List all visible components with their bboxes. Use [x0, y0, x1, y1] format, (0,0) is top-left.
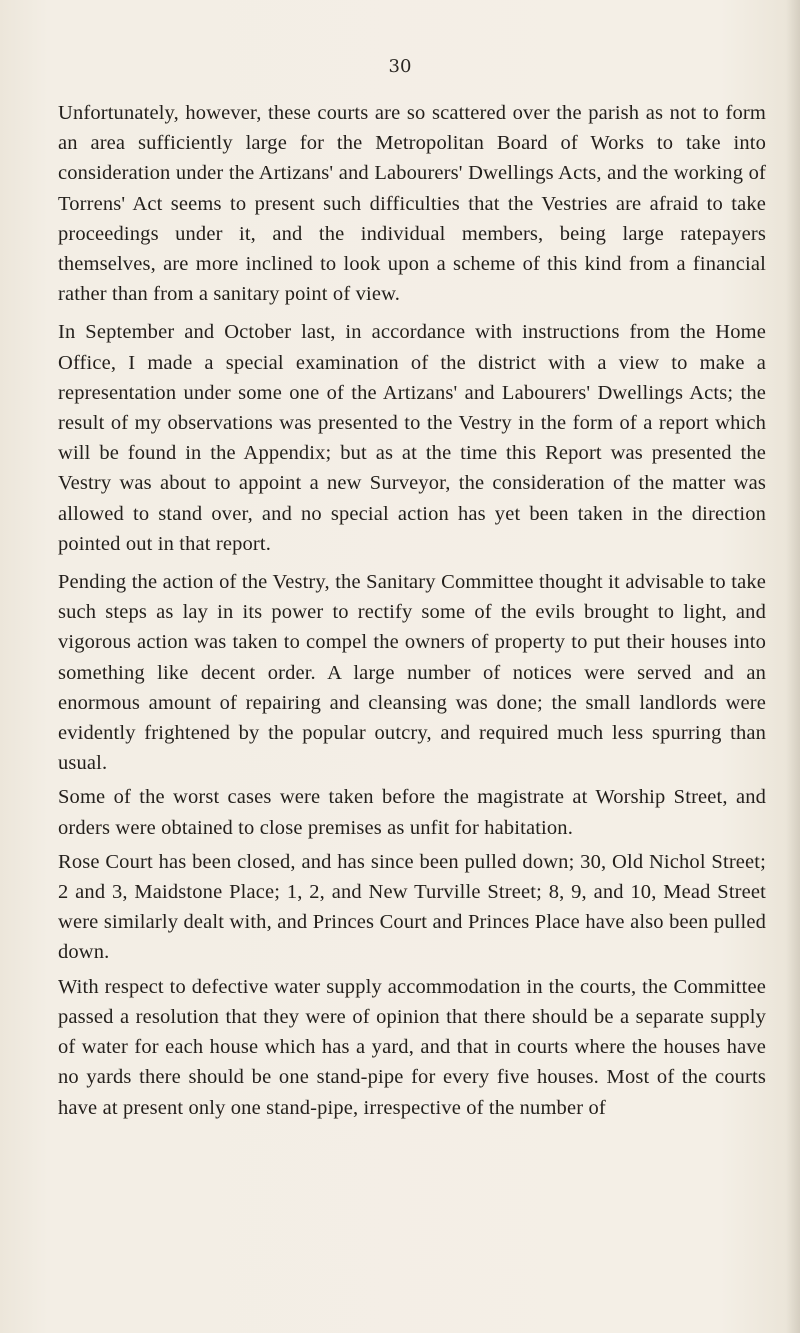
- paragraph-6: With respect to defective water supply accommodation in the courts, the Committee passed a resolution that they were of opinion that there should be a separate supply of water for each house which has a yard, and that in courts where the houses have no yards there should be one stand-pipe for every five houses. Most of the courts have at present only one stand-pipe, irrespective of the number of: [58, 975, 766, 1119]
- body-text: [58, 98, 766, 1123]
- page-edge-shadow: [786, 0, 800, 1333]
- paragraph-2: In September and October last, in accordance with instructions from the Home Office, I made a special examination of the district with a view to make a representation under some one of the Artizans' and Labourers' Dwellings Acts; the result of my observations was presented to the Vestry in the form of a report which will be found in the Appendix; but as at the time this Report was presented the Vestry was about to appoint a new Surveyor, the consideration of the matter was allowed to stand over, and no special action has yet been taken in the direction pointed out in that report.: [58, 321, 766, 555]
- paragraph-5: Rose Court has been closed, and has since been pulled down; 30, Old Nichol Street; 2 and 3, Maidstone Place; 1, 2, and New Turville Street; 8, 9, and 10, Mead Street were similarly dealt with, and Princes Court and Princes Place have also been pulled down.: [58, 850, 766, 964]
- paragraph-1: Unfortunately, however, these courts are so scattered over the parish as not to form an area sufficiently large for the Metropolitan Board of Works to take into consideration under the Artizans' and Labourers' Dwellings Acts, and the working of Torrens' Act seems to present such difficulties that the Vestries are afraid to take proceedings under it, and the individual members, being large ratepayers themselves, are more inclined to look upon a scheme of this kind from a financial rather than from a sanitary point of view.: [58, 102, 766, 306]
- paragraph-3: Pending the action of the Vestry, the Sanitary Committee thought it advisable to take such steps as lay in its power to rectify some of the evils brought to light, and vigorous action was taken to compel the owners of property to put their houses into something like decent order. A large number of notices were served and an enormous amount of repairing and cleansing was done; the small landlords were evidently frightened by the popular outcry, and required much less spurring than usual.: [58, 571, 766, 775]
- paragraph-4: Some of the worst cases were taken before the magistrate at Worship Street, and orders were obtained to close premises as unfit for habitation.: [58, 786, 766, 839]
- page-number: 30: [388, 56, 412, 77]
